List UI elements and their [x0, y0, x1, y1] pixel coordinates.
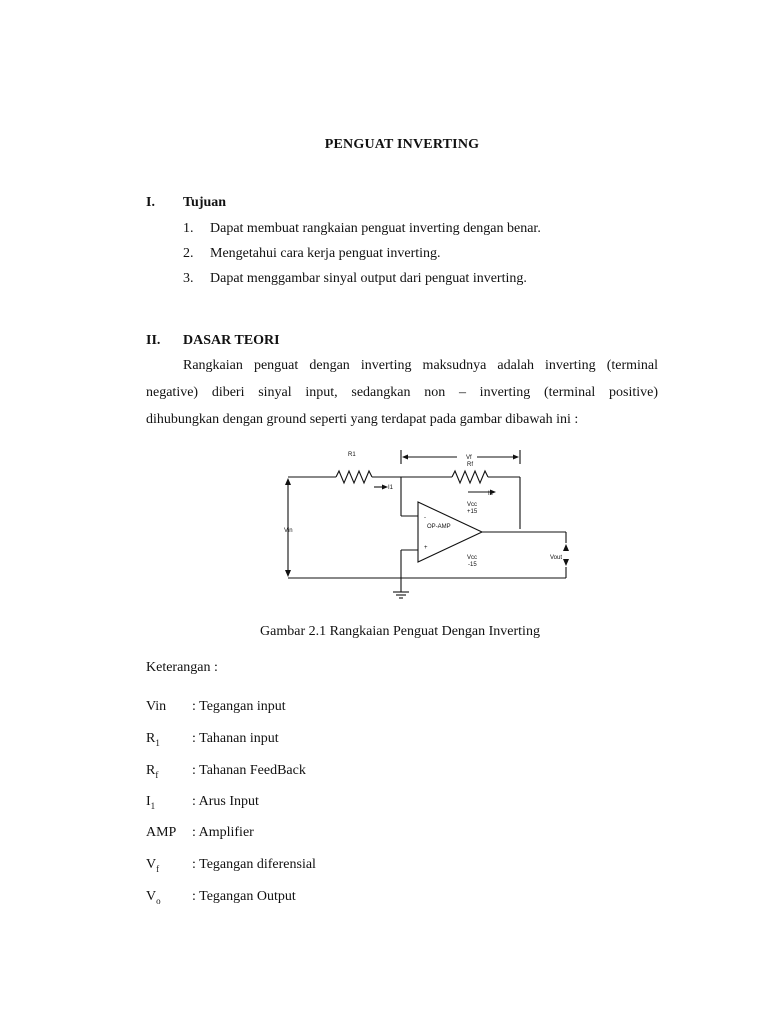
legend-description: : Arus Input — [192, 794, 259, 809]
rf-label: Rf — [467, 462, 473, 468]
vcc-positive-label: Vcc — [467, 502, 478, 508]
vout-label: Vout — [550, 555, 563, 561]
r1-resistor — [336, 471, 372, 483]
figure-caption: Gambar 2.1 Rangkaian Penguat Dengan Inverting — [260, 624, 540, 639]
objective-1-number: 1. — [183, 221, 194, 236]
legend-symbol: $V_f$ — [146, 857, 160, 874]
vcc-negative-value: -15 — [468, 562, 477, 568]
paragraph-line: dihubungkan dengan ground seperti yang terdapat pada gambar dibawah ini : — [146, 412, 579, 427]
vin-label: Vin — [284, 528, 293, 534]
vcc-negative-label: Vcc — [467, 555, 478, 561]
legend-description: : Tahanan FeedBack — [192, 763, 306, 778]
noninverting-input-sign: + — [424, 545, 428, 551]
section-2-heading: DASAR TEORI — [183, 333, 280, 348]
r1-label: R1 — [348, 452, 356, 458]
opamp-label: OP-AMP — [427, 524, 451, 530]
paragraph-line: Rangkaian penguat dengan inverting maksudnya adalah inverting (terminal — [183, 358, 658, 373]
objective-2-text: Mengetahui cara kerja penguat inverting. — [210, 246, 441, 261]
theory-paragraph — [146, 352, 658, 433]
page-title: PENGUAT INVERTING — [324, 137, 480, 152]
legend-symbol: Vin — [146, 699, 167, 714]
legend-symbol: $R_f$ — [146, 763, 159, 780]
vf-label: Vf — [466, 455, 472, 461]
legend-symbol: $V_o$ — [146, 889, 161, 906]
legend-symbol: AMP — [146, 825, 177, 840]
section-1-number: I. — [146, 195, 155, 210]
legend-description: : Tahanan input — [192, 731, 279, 746]
section-1-heading: Tujuan — [183, 195, 227, 210]
inverting-input-sign: - — [424, 515, 426, 521]
legend-symbol: $I_1$ — [146, 794, 156, 811]
vcc-positive-value: +15 — [467, 509, 478, 515]
objective-3-number: 3. — [183, 271, 194, 286]
inverting-amplifier-figure — [270, 440, 590, 610]
legend-description: : Amplifier — [192, 825, 254, 840]
rf-resistor — [452, 471, 488, 483]
i2-label: I2 — [488, 491, 494, 497]
legend-heading: Keterangan : — [146, 660, 218, 675]
i1-label: I1 — [388, 485, 394, 491]
legend-description: : Tegangan diferensial — [192, 857, 316, 872]
legend-description: : Tegangan Output — [192, 889, 296, 904]
legend-symbol: $R_1$ — [146, 731, 160, 748]
objective-2-number: 2. — [183, 246, 194, 261]
legend-description: : Tegangan input — [192, 699, 286, 714]
objective-1-text: Dapat membuat rangkaian penguat inverting dengan benar. — [210, 221, 541, 236]
objective-3-text: Dapat menggambar sinyal output dari penguat inverting. — [210, 271, 527, 286]
circuit-diagram — [270, 440, 590, 610]
section-2-number: II. — [146, 333, 161, 348]
paragraph-line: negative) diberi sinyal input, sedangkan non – inverting (terminal positive) — [146, 385, 658, 400]
